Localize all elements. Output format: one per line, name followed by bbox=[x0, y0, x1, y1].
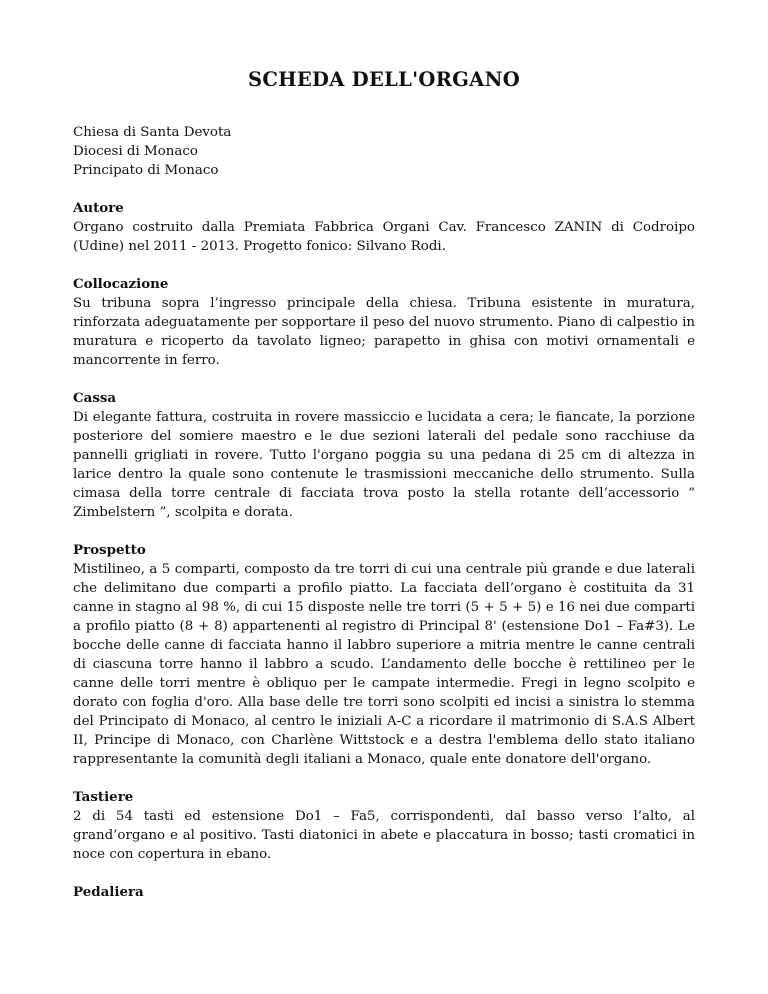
section-cassa bbox=[73, 389, 695, 522]
section-heading: Pedaliera bbox=[73, 884, 144, 900]
section-heading: Cassa bbox=[73, 390, 117, 406]
section-autore bbox=[73, 199, 695, 256]
section-collocazione bbox=[73, 275, 695, 370]
page-title: SCHEDA DELL'ORGANO bbox=[247, 68, 521, 91]
section-pedaliera bbox=[73, 883, 695, 902]
church-address bbox=[73, 123, 695, 180]
address-line-diocese: Diocesi di Monaco bbox=[73, 144, 198, 159]
address-line-church: Chiesa di Santa Devota bbox=[73, 125, 232, 140]
section-text: Mistilineo, a 5 comparti, composto da tre torri di cui una centrale più grande e due laterali che delimitano due comparti a profilo piatto. La facciata dell’organo è costituita da 31 canne in stagno al 98 %, di cui 15 disposte nelle tre torri (5 + 5 + 5) e 16 nei due comparti a profilo piatto (8 + 8) appartenenti al registro di Principal 8' (estensione Do1 – Fa#3). Le bocche delle canne di facciata hanno il labbro superiore a mitria mentre le canne centrali di ciascuna torre hanno il labbro a scudo. L’andamento delle bocche è rettilineo per le canne delle torri mentre è obliquo per le campate intermedie. Fregi in legno scolpito e dorato con foglia d'oro. Alla base delle tre torri sono scolpiti ed incisi a sinistra lo stemma del Principato di Monaco, al centro le iniziali A-C a ricordare il matrimonio di S.A.S Albert II, Principe di Monaco, con Charlène Wittstock e a destra l'emblema dello stato italiano rappresentante la comunità degli italiani a Monaco, quale ente donatore dell'organo. bbox=[73, 562, 695, 767]
section-heading: Collocazione bbox=[73, 276, 169, 292]
section-heading: Autore bbox=[73, 200, 124, 216]
section-heading: Prospetto bbox=[73, 542, 146, 558]
section-text: Su tribuna sopra l’ingresso principale della chiesa. Tribuna esistente in muratura, rinforzata adeguatamente per sopportare il peso del nuovo strumento. Piano di calpestio in muratura e ricoperto da tavolato ligneo; parapetto in ghisa con motivi ornamentali e mancorrente in ferro. bbox=[73, 296, 695, 368]
section-heading: Tastiere bbox=[73, 789, 134, 805]
section-text: Di elegante fattura, costruita in rovere massiccio e lucidata a cera; le fiancate, la porzione posteriore del somiere maestro e le due sezioni laterali del pedale sono racchiuse da pannelli grigliati in rovere. Tutto l'organo poggia su una pedana di 25 cm di altezza in larice dentro la quale sono contenute le trasmissioni meccaniche dello strumento. Sulla cimasa della torre centrale di facciata trova posto la stella rotante dell’accessorio “ Zimbelstern ”, scolpita e dorata. bbox=[73, 410, 695, 520]
address-line-principality: Principato di Monaco bbox=[73, 163, 219, 178]
section-prospetto bbox=[73, 541, 695, 769]
section-text: Organo costruito dalla Premiata Fabbrica Organi Cav. Francesco ZANIN di Codroipo (Udine) nel 2011 - 2013. Progetto fonico: Silvano Rodi. bbox=[73, 220, 695, 254]
section-text: 2 di 54 tasti ed estensione Do1 – Fa5, corrispondenti, dal basso verso l’alto, al grand’organo e al positivo. Tasti diatonici in abete e placcatura in bosso; tasti cromatici in noce con copertura in ebano. bbox=[73, 809, 695, 862]
section-tastiere bbox=[73, 788, 695, 864]
